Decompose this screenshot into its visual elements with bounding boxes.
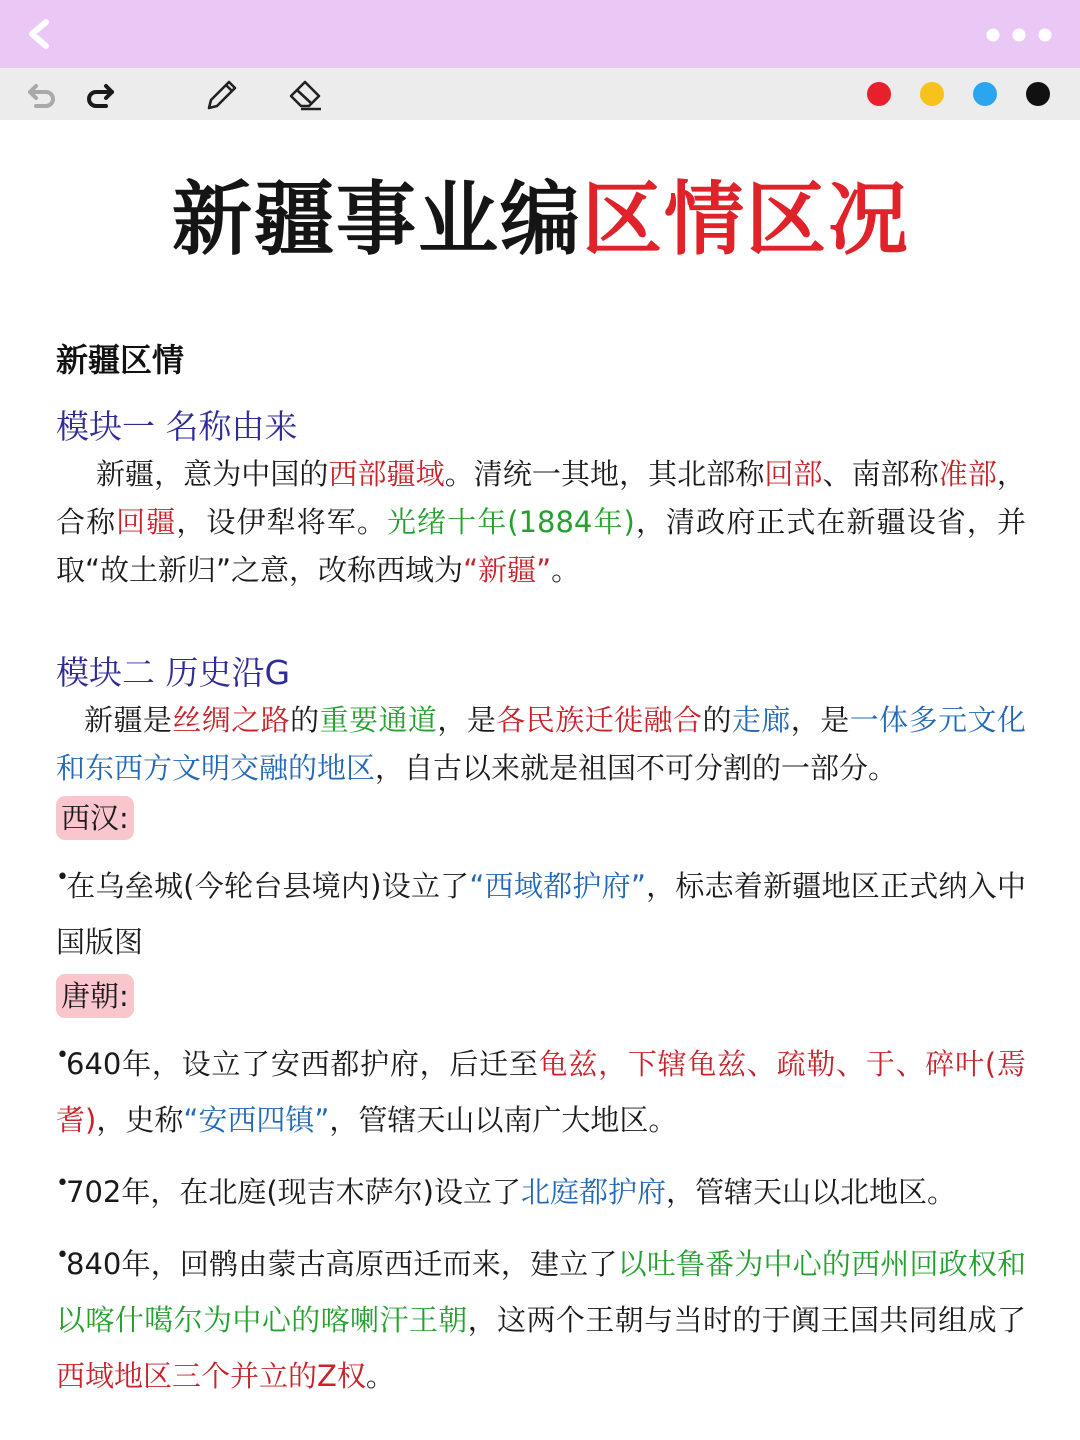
era-label-tang: 唐朝:	[56, 974, 134, 1018]
highlight-green: 重要通道	[319, 703, 438, 737]
text-run: ，管辖天山以南广大地区。	[329, 1103, 678, 1137]
title-red-part: 区情区况	[582, 173, 910, 266]
section-heading: 新疆区情	[56, 341, 185, 379]
highlight-red: 准部	[938, 457, 997, 491]
note-content	[56, 120, 1026, 1404]
bullet-dot: •	[56, 865, 69, 890]
text-run: ，合称	[56, 457, 1026, 539]
text-run: ，设伊犁将军。	[176, 505, 387, 539]
drawing-toolbar	[0, 68, 1080, 120]
text-run: ，自古以来就是祖国不可分割的一部分。	[375, 751, 898, 785]
text-run: 640年，设立了安西都护府，后迁至	[66, 1047, 539, 1081]
highlight-red: 龟兹，下辖龟兹、疏勒、于、碎叶(焉耆)	[56, 1047, 1026, 1137]
highlight-green: 以吐鲁番为中心的西州回政权和以喀什噶尔为中心的喀喇汗王朝	[56, 1247, 1026, 1337]
title-black-part: 新疆事业编	[172, 173, 582, 266]
text-run: ，清政府正式在新疆设省，并取“故土新归”之意，改称西域为	[56, 505, 1026, 587]
color-swatch-red[interactable]	[867, 82, 891, 106]
list-item	[56, 1236, 1026, 1404]
text-run: 。	[551, 553, 581, 587]
highlight-blue: 走廊	[731, 703, 791, 737]
text-run: 。	[365, 1359, 395, 1393]
eraser-icon[interactable]	[287, 76, 323, 112]
highlight-red: 回部	[764, 457, 823, 491]
chevron-left-icon[interactable]	[22, 16, 58, 52]
highlight-red: 西部疆域	[328, 457, 445, 491]
highlight-blue: 北庭都护府	[520, 1175, 666, 1209]
text-run: 的	[290, 703, 320, 737]
more-dots-icon[interactable]	[984, 26, 1054, 44]
highlight-blue: “西域都护府”	[469, 869, 646, 903]
text-run: ，史称	[96, 1103, 184, 1137]
list-item	[56, 1036, 1026, 1148]
highlight-red: 各民族迁徙融合	[496, 703, 703, 737]
highlight-red: 西域地区三个并立的Z权	[56, 1359, 366, 1393]
page-title	[56, 170, 1026, 270]
text-run: 702年，在北庭(现吉木萨尔)设立了	[66, 1175, 521, 1209]
highlight-red: 丝绸之路	[172, 703, 291, 737]
text-run: 840年，回鹘由蒙古高原西迁而来，建立了	[66, 1247, 618, 1281]
era-label-western-han: 西汉:	[56, 796, 134, 840]
text-run: 新疆是	[84, 703, 173, 737]
text-run: 在乌垒城(今轮台县境内)设立了	[66, 869, 470, 903]
text-run: 的	[702, 703, 732, 737]
pencil-icon[interactable]	[203, 76, 239, 112]
bullet-dot: •	[56, 1171, 69, 1196]
text-run: ，是	[790, 703, 850, 737]
module2-paragraph	[56, 696, 1026, 792]
highlight-green: 光绪十年(1884年)	[386, 505, 635, 539]
highlight-red: 回疆	[116, 505, 177, 539]
highlight-blue: “安西四镇”	[183, 1103, 330, 1137]
top-bar	[0, 0, 1080, 68]
text-run: ，标志着新疆地区正式纳入中国版图	[56, 869, 1026, 959]
module-heading-1: 模块一 名称由来	[56, 407, 298, 446]
bullet-dot: •	[56, 1043, 69, 1068]
text-run: ，管辖天山以北地区。	[666, 1175, 957, 1209]
text-run: 新疆，意为中国的	[96, 457, 329, 491]
text-run: ，是	[437, 703, 497, 737]
redo-icon[interactable]	[82, 76, 118, 112]
color-swatch-black[interactable]	[1026, 82, 1050, 106]
module-heading-2: 模块二 历史沿G	[56, 653, 291, 692]
color-swatch-yellow[interactable]	[920, 82, 944, 106]
text-run: 、南部称	[822, 457, 939, 491]
color-swatch-blue[interactable]	[973, 82, 997, 106]
bullet-dot: •	[56, 1243, 69, 1268]
undo-icon[interactable]	[24, 76, 60, 112]
module1-paragraph	[56, 450, 1026, 594]
highlight-red: “新疆”	[463, 553, 552, 587]
highlight-blue: 一体多元文化和东西方文明交融的地区	[56, 703, 1026, 785]
text-run: 。清统一其地，其北部称	[444, 457, 765, 491]
list-item	[56, 858, 1026, 970]
text-run: ，这两个王朝与当时的于阗王国共同组成了	[467, 1303, 1026, 1337]
list-item	[56, 1164, 1026, 1220]
